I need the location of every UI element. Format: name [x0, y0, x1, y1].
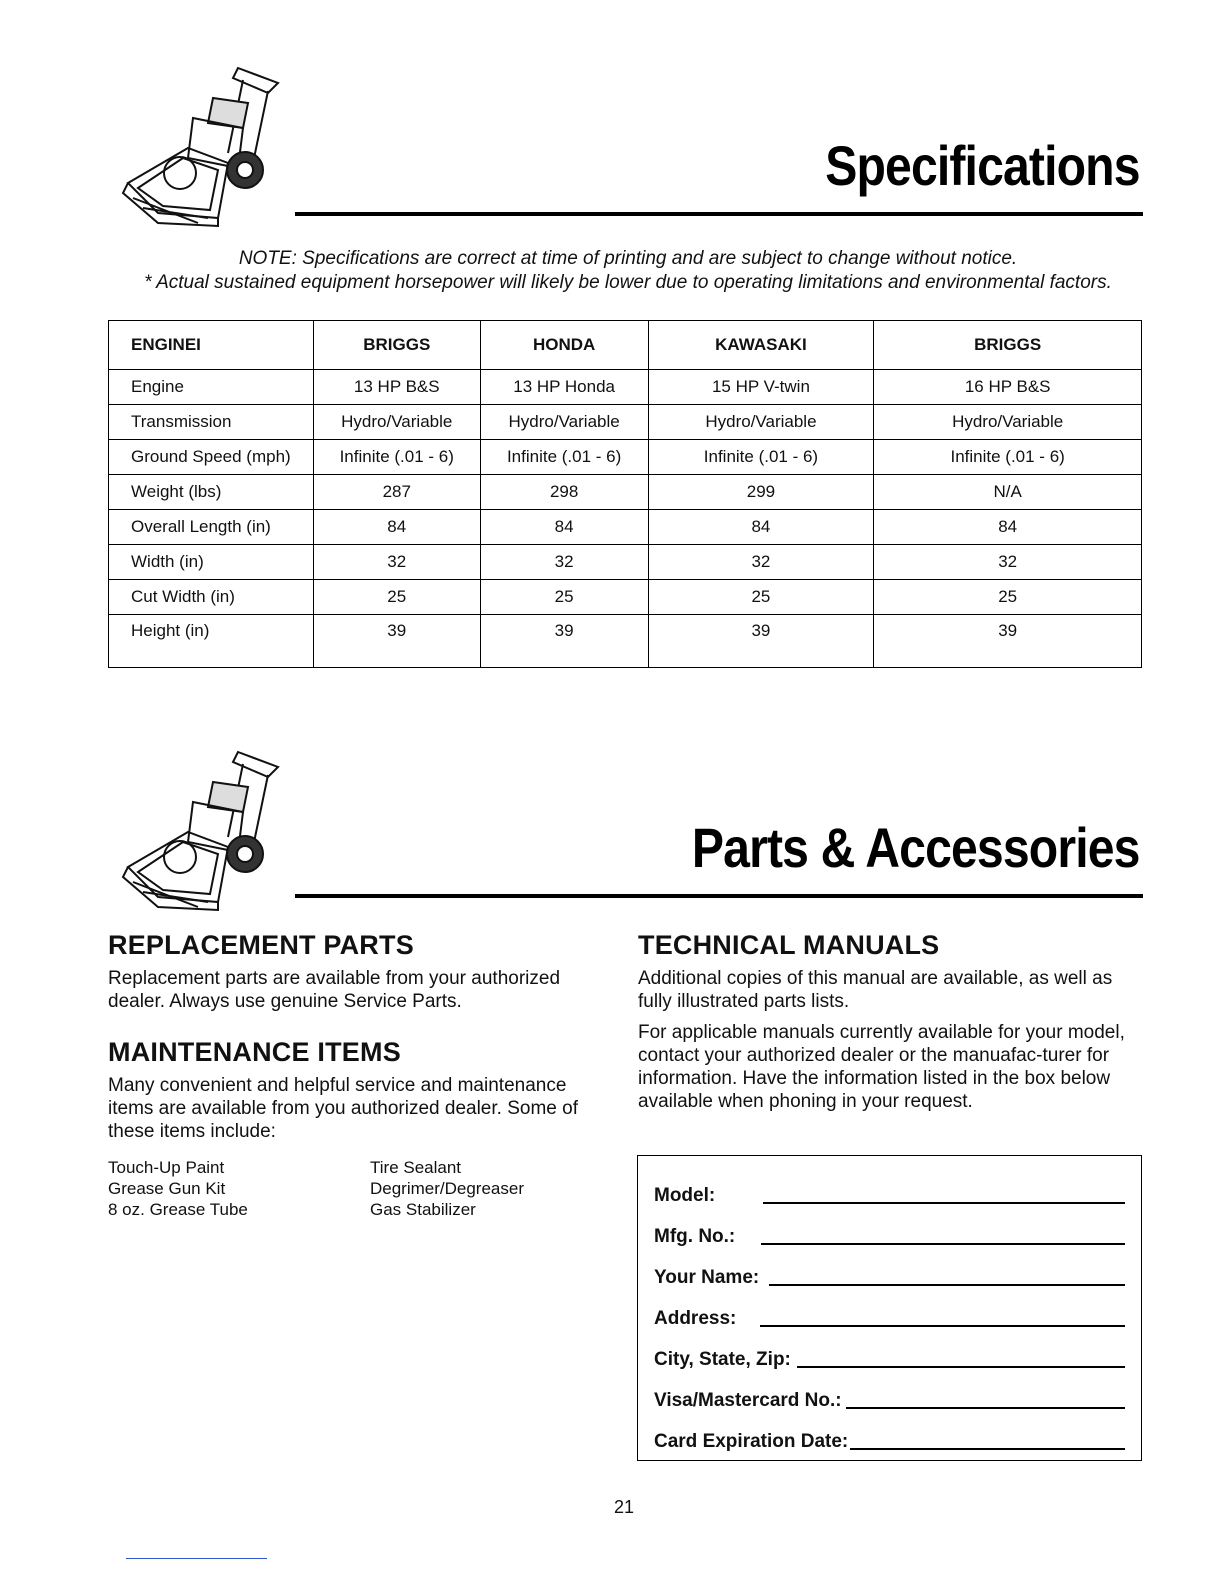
table-cell: 32: [874, 545, 1142, 580]
table-cell: 84: [480, 510, 648, 545]
list-item: Touch-Up Paint: [108, 1158, 225, 1177]
model-input[interactable]: [763, 1202, 1125, 1204]
table-cell: Hydro/Variable: [874, 405, 1142, 440]
list-item: Degrimer/Degreaser: [370, 1179, 524, 1198]
table-row: [109, 545, 1142, 580]
table-row: [109, 580, 1142, 615]
footer-link-line: [126, 1558, 267, 1559]
table-cell: 287: [313, 475, 480, 510]
title-divider: [295, 894, 1143, 898]
spec-footnote: * Actual sustained equipment horsepower will likely be lower due to operating limitations and environmental factors.: [144, 272, 1112, 293]
parts-accessories-title: Parts & Accessories: [692, 816, 1140, 879]
column-header: KAWASAKI: [648, 321, 874, 370]
table-cell: Infinite (.01 - 6): [874, 440, 1142, 475]
left-column: [108, 930, 608, 1220]
city-state-zip-input[interactable]: [797, 1366, 1125, 1368]
table-cell: 32: [648, 545, 874, 580]
table-cell: 15 HP V-twin: [648, 370, 874, 405]
table-cell: Hydro/Variable: [480, 405, 648, 440]
field-label: Your Name:: [654, 1267, 760, 1288]
list-item: Gas Stabilizer: [370, 1200, 476, 1219]
table-cell: 84: [313, 510, 480, 545]
row-label: Cut Width (in): [109, 580, 314, 615]
model-field: [654, 1166, 1125, 1207]
table-cell: Infinite (.01 - 6): [313, 440, 480, 475]
maintenance-items-heading: MAINTENANCE ITEMS: [108, 1037, 401, 1067]
list-item: Grease Gun Kit: [108, 1179, 226, 1198]
table-cell: 39: [648, 615, 874, 668]
address-input[interactable]: [760, 1325, 1125, 1327]
list-item: 8 oz. Grease Tube: [108, 1200, 248, 1219]
technical-manuals-text: Additional copies of this manual are available, as well as fully illustrated parts lists.: [638, 968, 1113, 1012]
spec-note: NOTE: Specifications are correct at time of printing and are subject to change without notice.: [238, 248, 1018, 269]
specifications-title: Specifications: [825, 134, 1140, 197]
right-column: [638, 930, 1143, 1113]
request-info-form: [637, 1155, 1142, 1461]
maintenance-items-list: [108, 1157, 608, 1220]
your-name-input[interactable]: [769, 1284, 1125, 1286]
column-header: ENGINEI: [109, 321, 314, 370]
specifications-table: [108, 320, 1142, 668]
table-cell: 299: [648, 475, 874, 510]
table-cell: 25: [480, 580, 648, 615]
table-cell: 25: [313, 580, 480, 615]
list-item: Tire Sealant: [370, 1158, 462, 1177]
row-label: Ground Speed (mph): [109, 440, 314, 475]
column-header: BRIGGS: [874, 321, 1142, 370]
technical-manuals-heading: TECHNICAL MANUALS: [638, 930, 940, 960]
page-number: 21: [613, 1497, 635, 1517]
row-label: Weight (lbs): [109, 475, 314, 510]
table-cell: 39: [480, 615, 648, 668]
mower-illustration: [118, 742, 288, 912]
field-label: Address:: [654, 1308, 737, 1329]
table-row: [109, 615, 1142, 668]
table-cell: Infinite (.01 - 6): [480, 440, 648, 475]
table-row: [109, 440, 1142, 475]
table-cell: 25: [874, 580, 1142, 615]
field-label: Visa/Mastercard No.:: [654, 1390, 842, 1411]
technical-manuals-instructions: For applicable manuals currently available for your model, contact your authorized dealer or the manuafac-turer for information. Have the information listed in the box below available when phoning in your request.: [638, 1022, 1125, 1112]
mfg-no-field: [654, 1207, 1125, 1248]
mower-illustration: [118, 58, 288, 228]
city-state-zip-field: [654, 1330, 1125, 1371]
card-number-field: [654, 1371, 1125, 1412]
table-cell: N/A: [874, 475, 1142, 510]
card-number-input[interactable]: [846, 1407, 1125, 1409]
table-cell: 39: [874, 615, 1142, 668]
table-cell: 39: [313, 615, 480, 668]
table-row: [109, 370, 1142, 405]
row-label: Engine: [109, 370, 314, 405]
address-field: [654, 1289, 1125, 1330]
maintenance-items-text: Many convenient and helpful service and maintenance items are available from you authorized dealer. Some of these items include:: [108, 1075, 578, 1142]
row-label: Height (in): [109, 615, 314, 668]
table-header-row: [109, 321, 1142, 370]
table-cell: 84: [874, 510, 1142, 545]
card-expiration-input[interactable]: [850, 1448, 1125, 1450]
table-row: [109, 510, 1142, 545]
table-cell: Hydro/Variable: [648, 405, 874, 440]
table-cell: 13 HP B&S: [313, 370, 480, 405]
title-divider: [295, 212, 1143, 216]
row-label: Transmission: [109, 405, 314, 440]
your-name-field: [654, 1248, 1125, 1289]
row-label: Width (in): [109, 545, 314, 580]
row-label: Overall Length (in): [109, 510, 314, 545]
table-cell: 13 HP Honda: [480, 370, 648, 405]
table-cell: 84: [648, 510, 874, 545]
replacement-parts-heading: REPLACEMENT PARTS: [108, 930, 414, 960]
table-cell: Hydro/Variable: [313, 405, 480, 440]
field-label: City, State, Zip:: [654, 1349, 791, 1370]
mfg-no-input[interactable]: [761, 1243, 1125, 1245]
table-cell: 298: [480, 475, 648, 510]
table-cell: 32: [480, 545, 648, 580]
table-row: [109, 475, 1142, 510]
column-header: BRIGGS: [313, 321, 480, 370]
replacement-parts-text: Replacement parts are available from your authorized dealer. Always use genuine Service Parts.: [108, 968, 561, 1012]
card-expiration-field: [654, 1412, 1125, 1453]
table-cell: Infinite (.01 - 6): [648, 440, 874, 475]
field-label: Model:: [654, 1185, 716, 1206]
table-row: [109, 405, 1142, 440]
field-label: Mfg. No.:: [654, 1226, 736, 1247]
table-cell: 16 HP B&S: [874, 370, 1142, 405]
column-header: HONDA: [480, 321, 648, 370]
table-cell: 25: [648, 580, 874, 615]
field-label: Card Expiration Date:: [654, 1431, 849, 1452]
table-cell: 32: [313, 545, 480, 580]
